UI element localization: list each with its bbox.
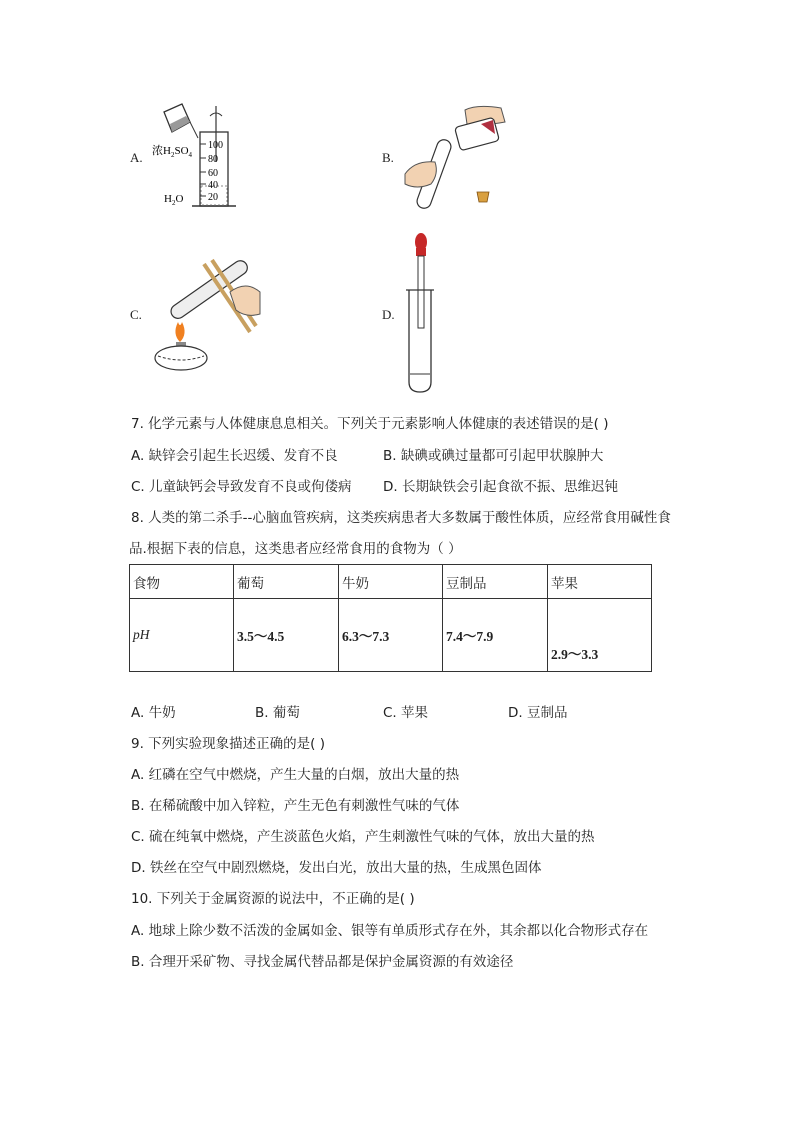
q9-stem: 9. 下列实验现象描述正确的是( ) (131, 736, 325, 752)
figure-dropper-in-tube (403, 230, 443, 398)
q7-option-b[interactable]: B. 缺碘或碘过量都可引起甲状腺肿大 (383, 448, 604, 464)
tick-label: 20 (208, 192, 218, 203)
figure-dilute-acid-cylinder (150, 102, 240, 214)
figure-pour-liquid (405, 104, 517, 214)
q9-option-a[interactable]: A. 红磷在空气中燃烧，产生大量的白烟，放出大量的热 (131, 767, 460, 783)
option-b-label: B. (382, 150, 394, 165)
option-d-label: D. (382, 307, 395, 322)
q9-option-c[interactable]: C. 硫在纯氧中燃烧，产生淡蓝色火焰，产生刺激性气味的气体，放出大量的热 (131, 829, 595, 845)
q9-option-d[interactable]: D. 铁丝在空气中剧烈燃烧，发出白光，放出大量的热，生成黑色固体 (131, 860, 542, 876)
q7-option-a[interactable]: A. 缺锌会引起生长迟缓、发育不良 (131, 448, 338, 464)
table-header-cell: 食物 (130, 565, 234, 599)
q7-option-d[interactable]: D. 长期缺铁会引起食欲不振、思维迟钝 (383, 479, 618, 495)
q8-stem-line1: 8. 人类的第二杀手--心脑血管疾病，这类疾病患者大多数属于酸性体质，应经常食用碱性食 (131, 510, 671, 526)
q8-option-a[interactable]: A. 牛奶 (131, 705, 176, 721)
table-header-cell: 葡萄 (234, 565, 339, 599)
q10-option-a[interactable]: A. 地球上除少数不活泼的金属如金、银等有单质形式存在外，其余都以化合物形式存在 (131, 923, 649, 939)
q8-option-c[interactable]: C. 苹果 (383, 705, 429, 721)
tick-label: 80 (208, 154, 218, 165)
option-a-label: A. (130, 150, 143, 165)
option-c-label: C. (130, 307, 142, 322)
acid-label: 浓$H_2SO_4$ (152, 145, 193, 159)
q9-option-b[interactable]: B. 在稀硫酸中加入锌粒，产生无色有刺激性气味的气体 (131, 798, 460, 814)
tick-label: 40 (208, 180, 218, 191)
q7-option-c[interactable]: C. 儿童缺钙会导致发育不良或佝偻病 (131, 479, 352, 495)
table-header-cell: 牛奶 (339, 565, 443, 599)
q7-stem: 7. 化学元素与人体健康息息相关。下列关于元素影响人体健康的表述错误的是( ) (131, 416, 609, 432)
table-row-label: pH (130, 599, 234, 672)
table-cell: 3.5～4.5 (234, 599, 339, 672)
tick-label: 100 (208, 140, 223, 151)
table-header-cell: 苹果 (548, 565, 652, 599)
q8-option-d[interactable]: D. 豆制品 (508, 705, 568, 721)
figure-heating-tube (150, 252, 262, 372)
food-ph-table (129, 564, 652, 672)
q8-stem-line2: 品.根据下表的信息，这类患者应经常食用的食物为（ ） (129, 541, 462, 557)
q8-option-b[interactable]: B. 葡萄 (255, 705, 300, 721)
table-header-cell: 豆制品 (443, 565, 548, 599)
table-cell: 2.9～3.3 (548, 599, 652, 672)
tick-label: 60 (208, 168, 218, 179)
q10-option-b[interactable]: B. 合理开采矿物、寻找金属代替品都是保护金属资源的有效途径 (131, 954, 514, 970)
q10-stem: 10. 下列关于金属资源的说法中，不正确的是( ) (131, 891, 415, 907)
table-cell: 6.3～7.3 (339, 599, 443, 672)
table-cell: 7.4～7.9 (443, 599, 548, 672)
water-label: $H_2O$ (164, 193, 184, 207)
